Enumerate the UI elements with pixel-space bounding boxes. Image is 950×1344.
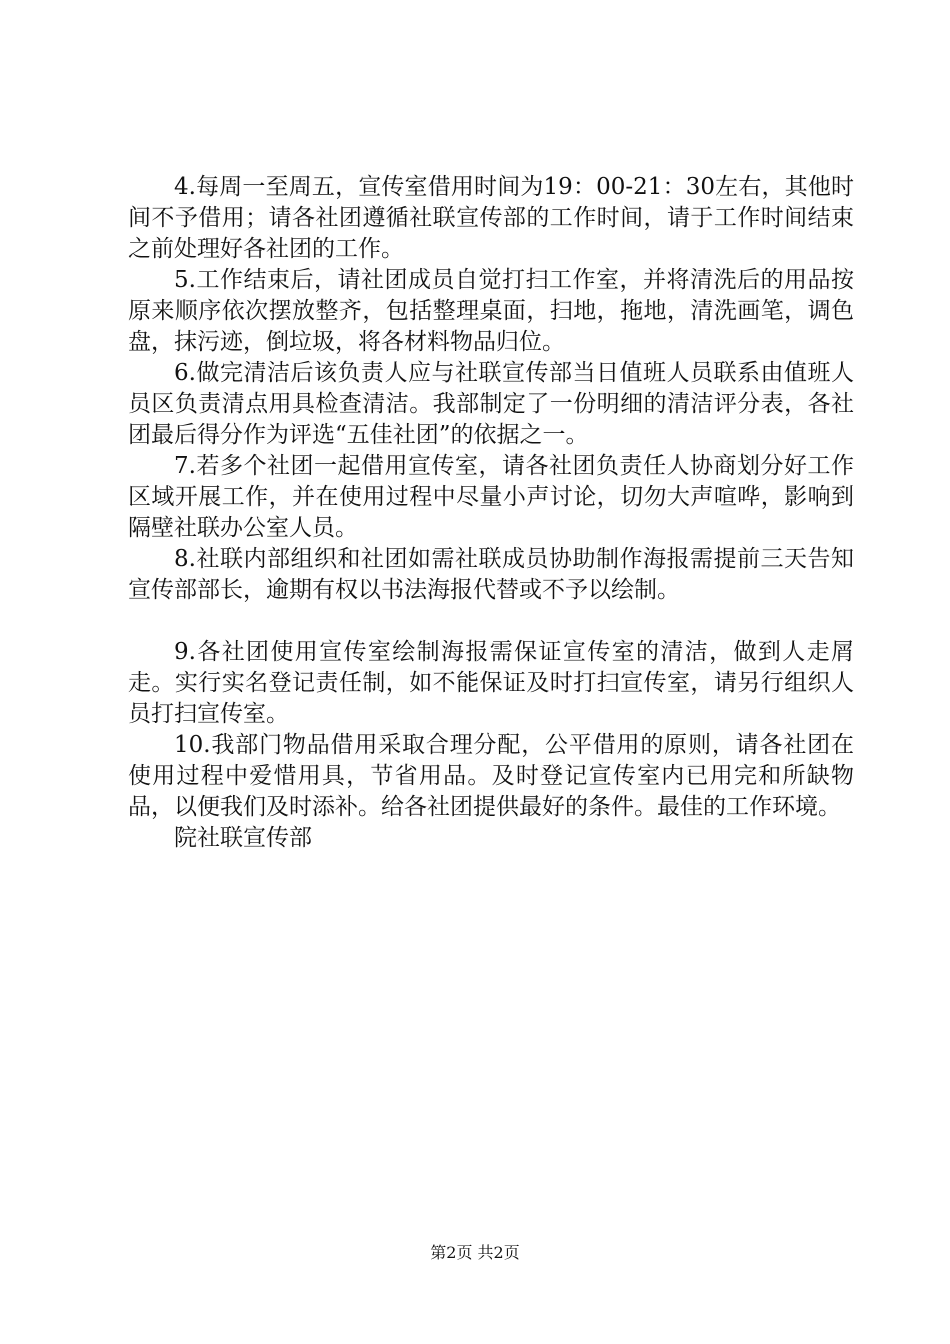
paragraph-spacer bbox=[128, 606, 854, 637]
rule-paragraph-6: 6.做完清洁后该负责人应与社联宣传部当日值班人员联系由值班人员区负责清点用具检查清洁。我部制定了一份明细的清洁评分表，各社团最后得分作为评选“五佳社团”的依据之一。 bbox=[128, 360, 854, 448]
rule-paragraph-5: 5.工作结束后，请社团成员自觉打扫工作室，并将清洗后的用品按原来顺序依次摆放整齐，包括整理桌面，扫地，拖地，清洗画笔，调色盘，抹污迹，倒垃圾，将各材料物品归位。 bbox=[128, 267, 854, 355]
rule-paragraph-4: 4.每周一至周五，宣传室借用时间为19：00-21：30左右，其他时间不予借用；请各社团遵循社联宣传部的工作时间，请于工作时间结束之前处理好各社团的工作。 bbox=[128, 174, 854, 262]
signature: 院社联宣传部 bbox=[174, 825, 312, 851]
rule-paragraph-8: 8.社联内部组织和社团如需社联成员协助制作海报需提前三天告知宣传部部长，逾期有权以书法海报代替或不予以绘制。 bbox=[128, 546, 854, 603]
rule-paragraph-7: 7.若多个社团一起借用宣传室，请各社团负责任人协商划分好工作区域开展工作，并在使用过程中尽量小声讨论，切勿大声喧哗，影响到隔壁社联办公室人员。 bbox=[128, 453, 854, 541]
rule-paragraph-9: 9.各社团使用宣传室绘制海报需保证宣传室的清洁，做到人走屑走。实行实名登记责任制，如不能保证及时打扫宣传室，请另行组织人员打扫宣传室。 bbox=[128, 639, 854, 727]
rule-paragraph-10: 10.我部门物品借用采取合理分配，公平借用的原则，请各社团在使用过程中爱惜用具，节省用品。及时登记宣传室内已用完和所缺物品，以便我们及时添补。给各社团提供最好的条件。最佳的工作环境。 bbox=[128, 732, 854, 820]
document-body bbox=[128, 172, 854, 854]
page-number-footer: 第2页 共2页 bbox=[430, 1243, 520, 1262]
